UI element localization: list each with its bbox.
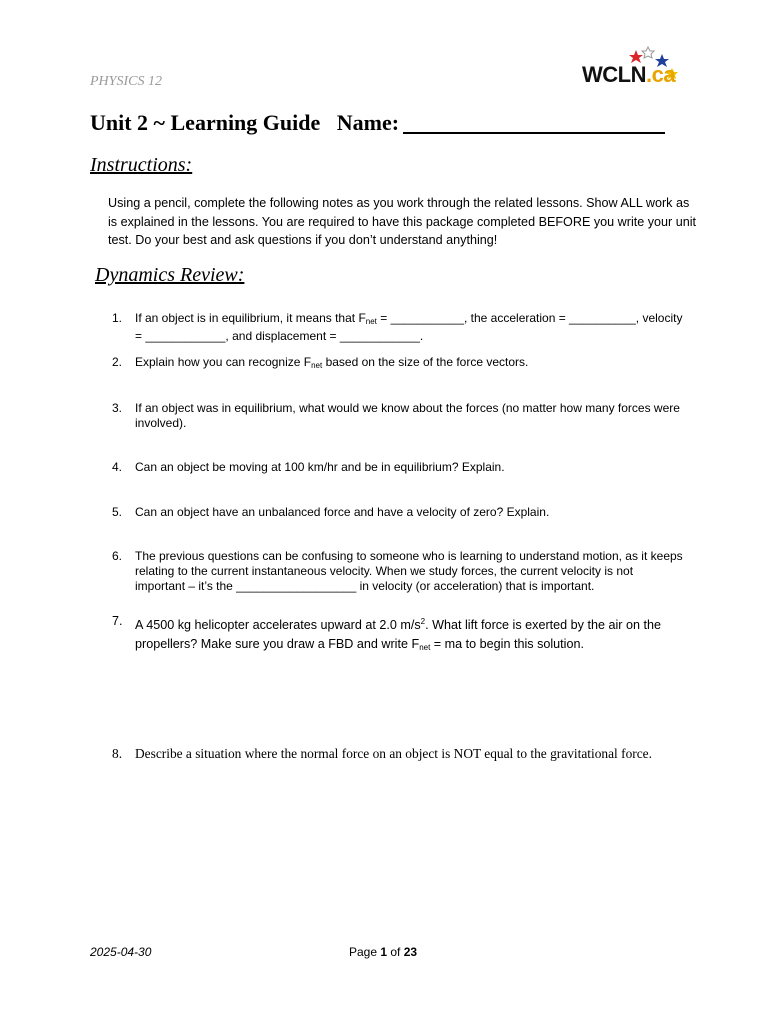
name-label: Name: <box>336 110 400 135</box>
question-text: Can an object be moving at 100 km/hr and be in equilibrium? Explain. <box>135 460 505 474</box>
question-number: 8. <box>112 746 123 761</box>
instructions-text: Using a pencil, complete the following notes as you work through the related lessons. Show ALL work as is explained in the lessons. You are required to have this package completed BEFORE you write your unit test. Do your best and ask questions if you don’t understand anything! <box>108 196 697 247</box>
question-number: 5. <box>112 505 123 519</box>
question-text: A 4500 kg helicopter accelerates upward at 2.0 $m/s^2$. What lift force is exerted by the air on the propellers? Make sure you draw a FBD and write $F_{net}$ = ma to begin this solution. <box>135 617 661 652</box>
page-number: Page 1 of 23 <box>349 945 418 959</box>
question-number: 2. <box>112 355 123 369</box>
question-text: The previous questions can be confusing to someone who is learning to understand motion, as it keeps relating to the current instantaneous velocity. When we study forces, the current velocity is not important – it’s the __________________ in velocity (or acceleration) that is important. <box>135 549 683 593</box>
question-number: 6. <box>112 549 123 563</box>
wcln-logo <box>582 62 675 88</box>
section-heading: Dynamics Review: <box>95 264 245 286</box>
question-number: 1. <box>112 311 123 325</box>
question-number: 7. <box>112 614 123 628</box>
question-text: Explain how you can recognize $F_{net}$ based on the size of the force vectors. <box>135 355 529 370</box>
instructions-heading: Instructions: <box>90 154 193 176</box>
logo-wcln: WCLN <box>582 62 646 87</box>
question-text: Can an object have an unbalanced force and have a velocity of zero? Explain. <box>135 505 550 519</box>
logo-ca: .ca <box>645 62 676 87</box>
course-label: PHYSICS 12 <box>90 74 162 89</box>
question-text: If an object is in equilibrium, it means that $F_{net}$ = ___________, the acceleration = __________, velocity = ____________, and displacement = ____________. <box>135 311 683 343</box>
page-title <box>90 110 665 136</box>
title-text: Unit 2 ~ Learning Guide <box>90 110 321 135</box>
question-number: 4. <box>112 460 123 474</box>
footer-date: 2025-04-30 <box>90 945 152 959</box>
question-text: If an object was in equilibrium, what would we know about the forces (no matter how many forces were involved). <box>135 401 680 430</box>
name-field-line[interactable] <box>403 110 665 134</box>
question-text: Describe a situation where the normal force on an object is NOT equal to the gravitational force. <box>135 746 652 761</box>
question-number: 3. <box>112 401 123 415</box>
